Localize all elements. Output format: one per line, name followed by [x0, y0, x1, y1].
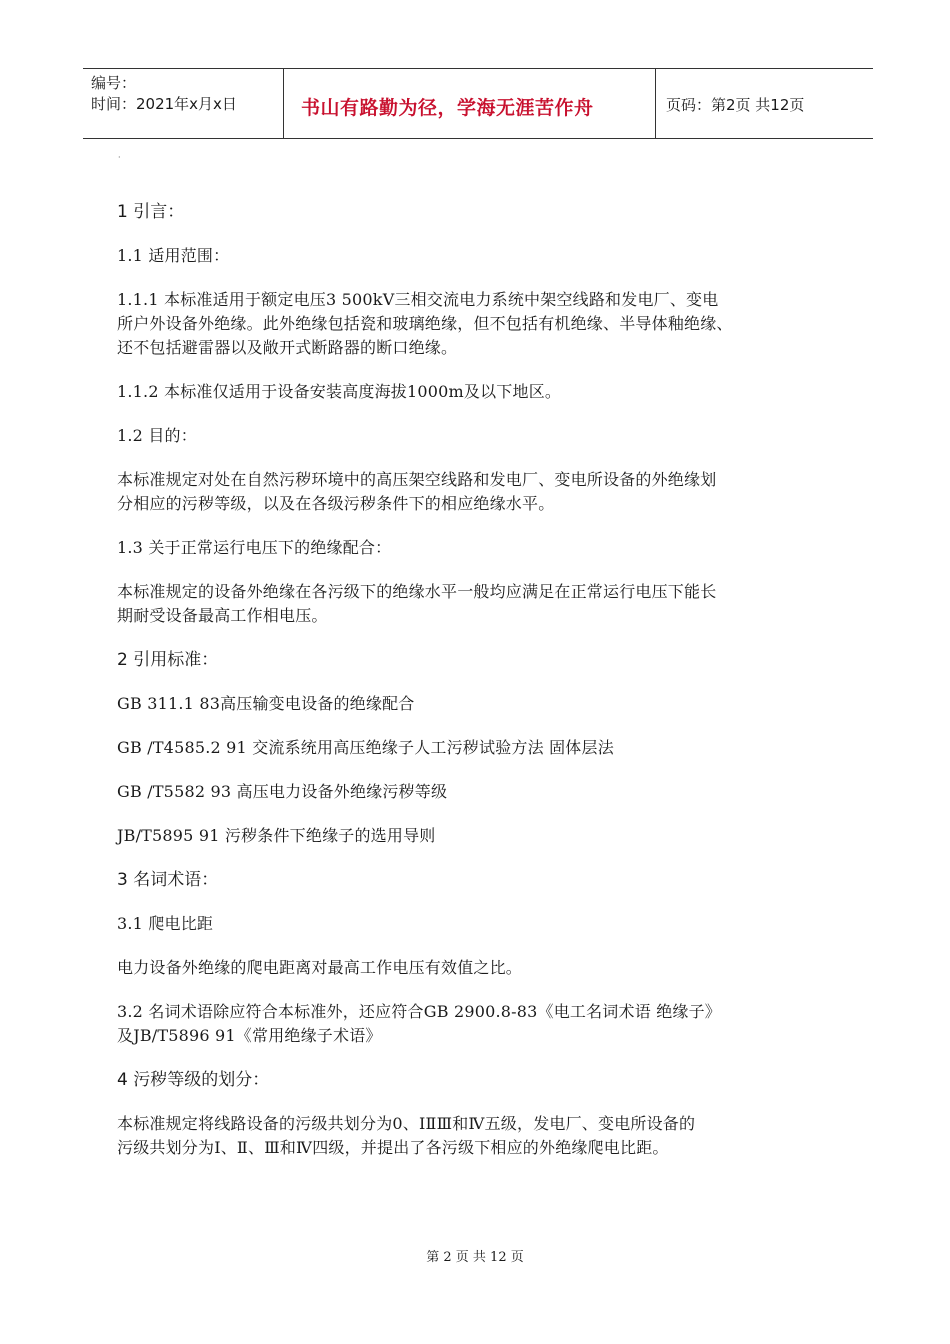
page-footer: 第 2 页 共 12 页: [426, 1250, 524, 1265]
section-1-2: 1.2 目的：: [117, 426, 197, 445]
section-2-title: 2 引用标准：: [117, 650, 219, 670]
section-1-2-line2: 分相应的污秽等级，以及在各级污秽条件下的相应绝缘水平。: [117, 494, 555, 513]
section-1-2-line1: 本标准规定对处在自然污秽环境中的高压架空线路和发电厂、变电所设备的外绝缘划: [117, 470, 717, 489]
standard-ref-4: JB/T5895 91 污秽条件下绝缘子的选用导则: [117, 826, 436, 845]
section-3-2-line2: 及JB/T5896 91《常用绝缘子术语》: [117, 1026, 382, 1045]
section-4-line2: 污级共划分为Ⅰ、Ⅱ、Ⅲ和Ⅳ四级，并提出了各污级下相应的外绝缘爬电比距。: [117, 1138, 669, 1157]
standard-ref-3: GB /T5582 93 高压电力设备外绝缘污秽等级: [117, 782, 448, 801]
standard-ref-2: GB /T4585.2 91 交流系统用高压绝缘子人工污秽试验方法 固体层法: [117, 738, 614, 757]
section-1-title: 1 引言：: [117, 202, 185, 222]
section-1-1-1-line1: 1.1.1 本标准适用于额定电压3 500kV三相交流电力系统中架空线路和发电厂、变电: [117, 290, 719, 309]
section-1-1-2: 1.1.2 本标准仅适用于设备安装高度海拔1000m及以下地区。: [117, 382, 562, 401]
header-page-info: 页码：第2页 共12页: [666, 96, 805, 114]
header-divider-left: [283, 69, 284, 138]
section-4-body: [117, 1112, 837, 1160]
header-divider-right: [655, 69, 656, 138]
section-3-1-body: 电力设备外绝缘的爬电距离对最高工作电压有效值之比。: [117, 958, 523, 977]
standard-ref-1: GB 311.1 83高压输变电设备的绝缘配合: [117, 694, 415, 713]
section-1-1-1: [117, 288, 837, 360]
section-1-1: 1.1 适用范围：: [117, 246, 230, 265]
section-3-1: 3.1 爬电比距: [117, 914, 214, 933]
document-header: [83, 68, 873, 139]
time-label: 时间：2021年x月x日: [91, 95, 237, 113]
header-motto: 书山有路勤为径，学海无涯苦作舟: [301, 97, 594, 119]
section-1-3: 1.3 关于正常运行电压下的绝缘配合：: [117, 538, 392, 557]
section-1-3-body: [117, 580, 837, 628]
section-3-2: [117, 1000, 837, 1048]
section-4-title: 4 污秽等级的划分：: [117, 1070, 270, 1090]
section-1-3-line2: 期耐受设备最高工作相电压。: [117, 606, 328, 625]
section-1-1-1-line2: 所户外设备外绝缘。此外绝缘包括瓷和玻璃绝缘，但不包括有机绝缘、半导体釉绝缘、: [117, 314, 733, 333]
section-4-line1: 本标准规定将线路设备的污级共划分为0、ⅠⅡⅢ和Ⅳ五级，发电厂、变电所设备的: [117, 1114, 696, 1133]
section-3-2-line1: 3.2 名词术语除应符合本标准外，还应符合GB 2900.8-83《电工名词术语 绝缘子》: [117, 1002, 721, 1021]
section-1-2-body: [117, 468, 837, 516]
number-label: 编号：: [91, 74, 137, 92]
header-meta: [91, 73, 237, 115]
tick-mark: ·: [118, 153, 121, 162]
section-1-3-line1: 本标准规定的设备外绝缘在各污级下的绝缘水平一般均应满足在正常运行电压下能长: [117, 582, 717, 601]
section-1-1-1-line3: 还不包括避雷器以及敞开式断路器的断口绝缘。: [117, 338, 458, 357]
document-body: [117, 200, 837, 1180]
section-3-title: 3 名词术语：: [117, 870, 219, 890]
